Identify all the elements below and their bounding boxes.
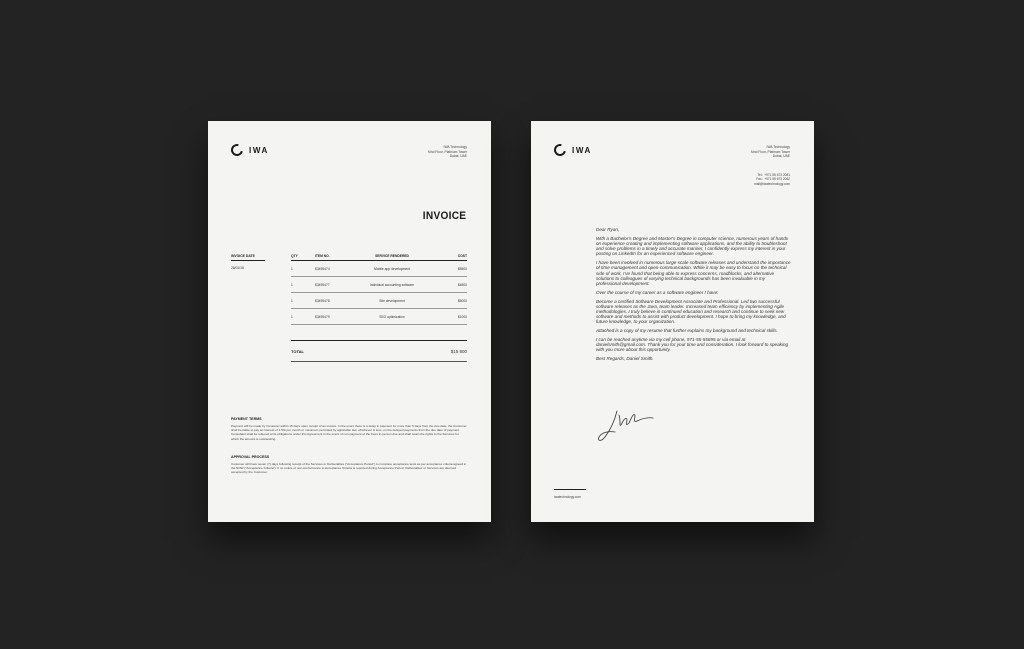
signature-icon — [595, 407, 657, 443]
letter-sheet — [531, 121, 814, 522]
letter-address — [751, 145, 790, 159]
row-item: $3495474 — [315, 266, 330, 271]
letter-paragraph: Become a certified Software Development Associate and Professional. Led two successful software releases as the Java, team leader. Increased team efficiency by implementing Agile methodologies. I truly believe in continued education and research and continue to seek new software and methods to assist with product development. I hope to bring my knowledge, and future knowledge, to your organization. — [596, 298, 786, 325]
total-value: $15 800 — [450, 348, 467, 354]
total-label: TOTAL — [291, 348, 304, 354]
invoice-sheet — [208, 121, 491, 522]
address-line: Dubai, UAE — [449, 154, 467, 159]
logo-mark-icon — [552, 142, 568, 158]
row-service: SEO optimization — [379, 314, 405, 319]
invoice-logo — [231, 144, 269, 156]
row-service: Site development — [379, 298, 405, 303]
contact-line: Fax.: +971 55 673 2062 — [756, 177, 790, 182]
payment-terms-text: Payment will be made by Customer within 15 days upon receipt of an invoice. In the event there is a delay in payment for more than 5 days from the due date, the Customer shall be liable to pay an interest of 1.5% per month or maximum permitted by applicable law, whichever is less, on the delayed payments from the due date of payment. Consultant shall be relieved of its obligations under this Agreement in the event of non-payment of the Fees in-person due and shall retain the rights to the Services for which the amount is outstanding. — [231, 424, 467, 441]
invoice-table — [291, 254, 467, 325]
address-line: IWA Technology — [443, 145, 467, 149]
invoice-address — [428, 145, 467, 159]
logo-text: IWA — [249, 145, 269, 155]
letter-paragraph: Best Regards, Daniel Smith. — [596, 356, 654, 362]
col-item: ITEM NO. — [315, 254, 330, 258]
invoice-title: INVOICE — [422, 210, 466, 222]
letter-paragraph: I have been involved in numerous large-scale software releases and understand the importance of time management and open-communication. While it may be easy to focus on the technical side of work, I've found that being able to express concerns, roadblocks, and alternative solutions to colleagues of varying technical backgrounds has been invaluable in my professional development. — [596, 260, 791, 287]
row-service: Individual accounting software — [369, 282, 415, 287]
address-line: IWA Technology — [766, 145, 790, 149]
letter-body — [596, 227, 791, 365]
row-qty: 1 — [291, 266, 293, 271]
table-row — [291, 277, 467, 293]
letter-paragraph: With a Bachelor's Degree and Master's Degree in computer science, numerous years of hands on experience creating and implementing software applications, and the ability to troubleshoot and solve problems in a timely and accurate manner, I confidently express my interest in your posting on LinkedIn for an experienced software engineer. — [596, 235, 789, 257]
row-qty: 1 — [291, 298, 293, 303]
table-row — [291, 261, 467, 277]
row-cost: $4800 — [457, 282, 467, 287]
row-item: $3495477 — [315, 282, 330, 287]
letter-logo — [554, 144, 592, 156]
invoice-date-label: INVOICE DATE — [231, 254, 265, 261]
invoice-date-value: 28/01/18 — [231, 266, 244, 270]
letter-paragraph: Attached is a copy of my resume that further explains my background and technical skills. — [596, 328, 778, 334]
approval-process — [231, 455, 467, 475]
col-qty: QTY — [291, 254, 298, 258]
invoice-total — [291, 340, 467, 362]
approval-text: Customer will have seven (7) days following receipt of the Services or Deliverables ("Acceptance Period") to complete acceptance tests as per acceptance criteria agreed in the SOW ("Acceptance Criteria"). If no notice of non-conformance to Acceptance Criteria is reported during Acceptance Period, Deliverables or Services are deemed accepted by the Customer. — [231, 462, 467, 475]
row-cost: $5500 — [457, 266, 467, 271]
table-header — [291, 254, 467, 261]
address-line: Mnd Floor, Platinum Tower — [428, 149, 467, 154]
row-qty: 1 — [291, 314, 293, 319]
row-cost: $5000 — [457, 298, 467, 303]
letter-paragraph: Dear Ryan, — [596, 227, 620, 232]
table-row — [291, 309, 467, 325]
payment-terms — [231, 417, 467, 441]
logo-mark-icon — [229, 142, 245, 158]
row-service: Mobile app development — [374, 266, 410, 271]
footer-url: iwatechnology.com — [554, 495, 581, 499]
approval-title: APPROVAL PROCESS — [231, 455, 270, 459]
col-cost: COST — [457, 254, 467, 258]
address-line: Mnd Floor, Platinum Tower — [751, 149, 790, 154]
logo-text: IWA — [572, 145, 592, 155]
row-item: $3495478 — [315, 298, 330, 303]
payment-terms-title: PAYMENT TERMS — [231, 417, 262, 421]
invoice-date-block — [231, 254, 265, 270]
col-service: SERVICE RENDERED — [375, 254, 409, 258]
row-item: $3495479 — [315, 314, 330, 319]
contact-line: Tel.: +971 55 673 2081 — [757, 173, 790, 177]
table-row — [291, 293, 467, 309]
address-line: Dubai, UAE — [772, 154, 790, 159]
row-cost: $1000 — [457, 314, 467, 319]
row-qty: 1 — [291, 282, 293, 287]
letter-paragraph: I can be reached anytime via my cell phone, 971-55-55695 or via email at danielsmith@gmail.com. Thank you for your time and consideration. I look forward to speaking with you more about this opportunity. — [596, 337, 789, 353]
letter-paragraph: Over the course of my career as a software engineer I have: — [596, 289, 719, 295]
footer-divider — [554, 489, 586, 490]
letter-contact — [754, 173, 790, 186]
contact-line: mail@iwatechnology.com — [754, 181, 790, 186]
